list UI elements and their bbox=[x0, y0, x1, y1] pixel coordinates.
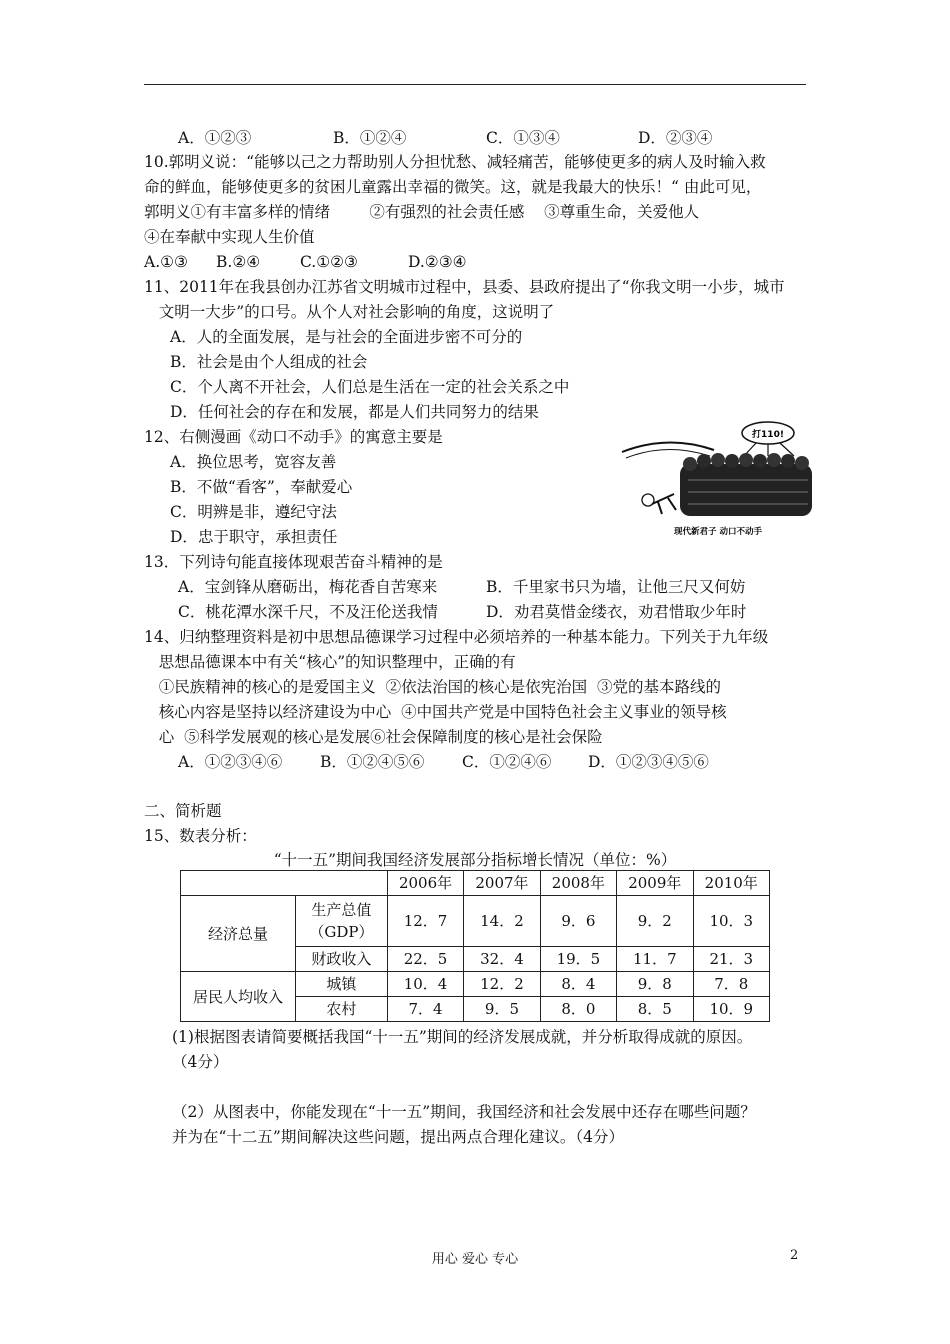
q12-option-a: A．换位思考，宽容友善 bbox=[170, 453, 337, 471]
q14-line: 思想品德课本中有关“核心”的知识整理中，正确的有 bbox=[144, 653, 516, 671]
table-cell: 22．5 bbox=[387, 947, 463, 972]
q10-option-c: C.①②③ bbox=[300, 253, 358, 271]
group-label-economy: 经济总量 bbox=[181, 896, 296, 972]
q14-line: ①民族精神的核心的是爱国主义 ②依法治国的核心是依宪治国 ③党的基本路线的 bbox=[144, 678, 721, 696]
q14-line: 核心内容是坚持以经济建设为中心 ④中国共产党是中国特色社会主义事业的领导核 bbox=[144, 703, 727, 721]
year-header: 2007年 bbox=[464, 871, 540, 896]
q10-line: 郭明义①有丰富多样的情绪 ②有强烈的社会责任感 ③尊重生命，关爱他人 bbox=[144, 203, 700, 221]
q13-option-a: A．宝剑锋从磨砺出，梅花香自苦寒来 bbox=[178, 578, 438, 596]
q13-option-c: C．桃花潭水深千尺，不及汪伦送我情 bbox=[178, 603, 438, 621]
table-cell: 8．4 bbox=[540, 972, 616, 997]
q14-option-d: D．①②③④⑤⑥ bbox=[588, 753, 709, 771]
table-cell: 21．3 bbox=[693, 947, 769, 972]
table-cell: 14．2 bbox=[464, 896, 540, 947]
q14-line: 心 ⑤科学发展观的核心是发展⑥社会保障制度的核心是社会保险 bbox=[144, 728, 603, 746]
table-cell: 10．3 bbox=[693, 896, 769, 947]
q13-stem: 13．下列诗句能直接体现艰苦奋斗精神的是 bbox=[144, 553, 443, 571]
q13-option-b: B．千里家书只为墙，让他三尺又何妨 bbox=[486, 578, 746, 596]
q15-sub1-line: （4分） bbox=[172, 1053, 229, 1071]
table-cell: 32．4 bbox=[464, 947, 540, 972]
table-row bbox=[181, 972, 770, 997]
q14-option-c: C．①②④⑥ bbox=[462, 753, 552, 771]
q14-option-b: B．①②④⑤⑥ bbox=[320, 753, 425, 771]
year-header: 2008年 bbox=[540, 871, 616, 896]
page-number: 2 bbox=[790, 1248, 799, 1263]
table-cell: 7．4 bbox=[387, 997, 463, 1022]
table-row bbox=[181, 896, 770, 947]
row-label-gdp bbox=[296, 896, 388, 947]
cartoon-bubble-text: 打110! bbox=[752, 430, 784, 440]
q9-option-d: D．②③④ bbox=[638, 129, 713, 147]
q9-option-a: A．①②③ bbox=[178, 129, 252, 147]
q12-stem: 12、右侧漫画《动口不动手》的寓意主要是 bbox=[144, 428, 443, 446]
section-heading: 二、简析题 bbox=[144, 802, 222, 820]
q12-option-d: D．忠于职守，承担责任 bbox=[170, 528, 338, 546]
q14-option-a: A．①②③④⑥ bbox=[178, 753, 283, 771]
table-cell: 12．2 bbox=[464, 972, 540, 997]
table-cell: 12．7 bbox=[387, 896, 463, 947]
header-rule bbox=[144, 84, 806, 85]
row-label-rural: 农村 bbox=[296, 997, 388, 1022]
table-header-row bbox=[181, 871, 770, 896]
page-footer: 用心 爱心 专心 bbox=[431, 1252, 519, 1267]
q11-line: 文明一大步”的口号。从个人对社会影响的角度，这说明了 bbox=[144, 303, 555, 321]
q11-option-d: D．任何社会的存在和发展，都是人们共同努力的结果 bbox=[170, 403, 539, 421]
q15-sub1-line: (1)根据图表请简要概括我国“十一五”期间的经济发展成就，并分析取得成就的原因。 bbox=[172, 1028, 753, 1046]
table-cell: 8．5 bbox=[617, 997, 693, 1022]
cartoon-image bbox=[618, 420, 814, 540]
gdp-label-line2: （GDP） bbox=[309, 923, 374, 941]
table-cell: 11．7 bbox=[617, 947, 693, 972]
table-corner-cell bbox=[181, 871, 388, 896]
table-cell: 19．5 bbox=[540, 947, 616, 972]
q11-option-c: C．个人离不开社会，人们总是生活在一定的社会关系之中 bbox=[170, 378, 570, 396]
q9-option-c: C．①③④ bbox=[486, 129, 560, 147]
table-caption: “十一五”期间我国经济发展部分指标增长情况（单位：%） bbox=[273, 851, 677, 869]
group-label-income: 居民人均收入 bbox=[181, 972, 296, 1022]
q15-stem: 15、数表分析： bbox=[144, 827, 257, 845]
year-header: 2006年 bbox=[387, 871, 463, 896]
table-cell: 8．0 bbox=[540, 997, 616, 1022]
row-label-revenue: 财政收入 bbox=[296, 947, 388, 972]
q13-option-d: D．劝君莫惜金缕衣，劝君惜取少年时 bbox=[486, 603, 747, 621]
gdp-label-line1: 生产总值 bbox=[311, 901, 372, 919]
q10-option-d: D.②③④ bbox=[408, 253, 467, 271]
table-cell: 7．8 bbox=[693, 972, 769, 997]
table-cell: 9．2 bbox=[617, 896, 693, 947]
table-cell: 10．9 bbox=[693, 997, 769, 1022]
q12-option-c: C．明辨是非，遵纪守法 bbox=[170, 503, 337, 521]
cartoon-caption: 现代新君子 动口不动手 bbox=[674, 527, 762, 537]
q10-line: 命的鲜血，能够使更多的贫困儿童露出幸福的微笑。这，就是我最大的快乐！“ 由此可见， bbox=[144, 178, 762, 196]
stats-table bbox=[180, 870, 770, 1022]
q15-sub2-line: （2）从图表中，你能发现在“十一五”期间，我国经济和社会发展中还存在哪些问题？ bbox=[172, 1103, 756, 1121]
q10-option-b: B.②④ bbox=[216, 253, 261, 271]
q11-line: 11、2011年在我县创办江苏省文明城市过程中，县委、县政府提出了“你我文明一小步，城市 bbox=[144, 278, 785, 296]
row-label-urban: 城镇 bbox=[296, 972, 388, 997]
q10-line: ④在奉献中实现人生价值 bbox=[144, 228, 315, 246]
q11-option-b: B．社会是由个人组成的社会 bbox=[170, 353, 368, 371]
q11-option-a: A．人的全面发展，是与社会的全面进步密不可分的 bbox=[170, 328, 523, 346]
table-cell: 9．8 bbox=[617, 972, 693, 997]
q14-line: 14、归纳整理资料是初中思想品德课学习过程中必须培养的一种基本能力。下列关于九年级 bbox=[144, 628, 769, 646]
q9-option-b: B．①②④ bbox=[333, 129, 407, 147]
q10-option-a: A.①③ bbox=[144, 253, 188, 271]
year-header: 2009年 bbox=[617, 871, 693, 896]
q15-sub2-line: 并为在“十二五”期间解决这些问题，提出两点合理化建议。（4分） bbox=[172, 1128, 624, 1146]
q10-line: 10.郭明义说：“能够以己之力帮助别人分担忧愁、减轻痛苦，能够使更多的病人及时输入救 bbox=[144, 153, 766, 171]
q12-option-b: B．不做“看客”，奉献爱心 bbox=[170, 478, 353, 496]
year-header: 2010年 bbox=[693, 871, 769, 896]
table-cell: 10．4 bbox=[387, 972, 463, 997]
table-cell: 9．6 bbox=[540, 896, 616, 947]
table-cell: 9．5 bbox=[464, 997, 540, 1022]
